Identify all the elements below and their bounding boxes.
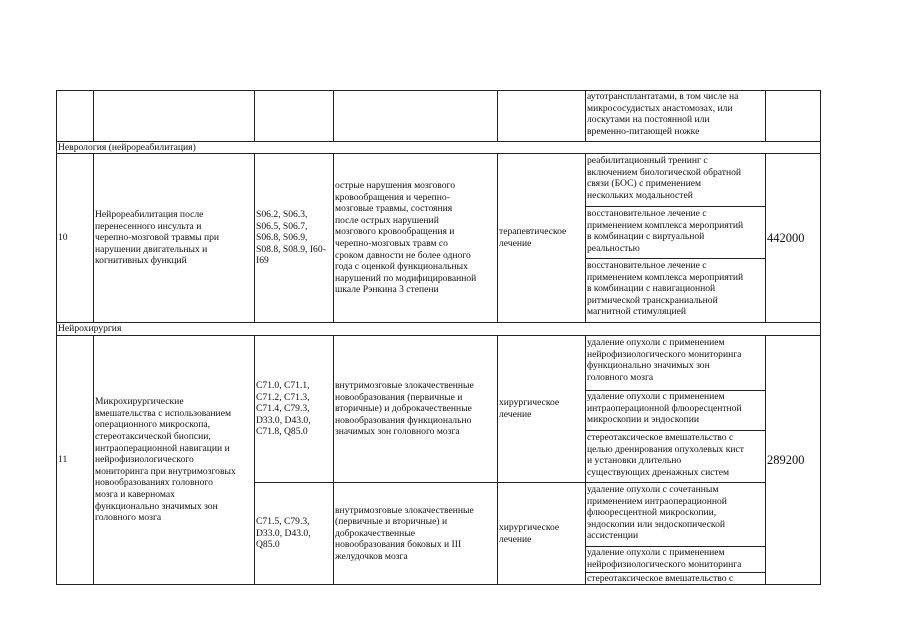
row11a-model-cell [335, 336, 496, 482]
text-line: вторичные) и доброкачественные [335, 403, 472, 415]
text-line: хирургическое [499, 397, 560, 409]
text-line: нейрофизиологического мониторинга [587, 558, 742, 570]
text-line: года с оценкой функциональных [335, 261, 468, 273]
text-line: стереотаксическое вмешательство с [587, 432, 734, 443]
row10-method-3 [587, 260, 764, 318]
row10-method-2 [587, 208, 764, 254]
text-line: интраоперационной навигации и [95, 442, 230, 454]
text-line: аутотрансплантатами, в том числе на [587, 91, 739, 102]
text-line: целью дренирования опухолевых кист [587, 443, 744, 455]
rule-prev-c4 [497, 90, 498, 142]
text-line: флюоресцентной микроскопии, [587, 507, 717, 519]
text-line: Нейрореабилитация после [95, 209, 204, 221]
row10-codes-cell [256, 154, 332, 322]
text-line: кровообращения и черепно- [335, 191, 450, 203]
row11a-method-3 [587, 432, 764, 478]
rule-r11-c2 [254, 335, 255, 585]
text-line: удаление опухоли с применением [587, 337, 725, 348]
text-line: нескольких модальностей [587, 189, 693, 201]
text-line: операционного микроскопа, [95, 419, 210, 431]
text-line: C71.5, C79.3, [256, 516, 310, 528]
row11b-method-2 [587, 547, 764, 570]
row-number: 11 [58, 454, 68, 466]
rule-r10-c5 [585, 153, 586, 323]
text-line: D33.0, D43.0, [256, 527, 311, 539]
text-line: нарушении двигательных и [95, 243, 208, 255]
text-line: включением биологической обратной [587, 166, 742, 178]
row11b-method-3 [587, 573, 764, 585]
row10-model-cell [335, 154, 496, 322]
rule-r11-c5 [585, 335, 586, 585]
row11b-method-1 [587, 484, 764, 542]
rule-r11-c4 [497, 335, 498, 585]
text-line: терапевтическое [499, 226, 567, 238]
text-line: эндоскопии или эндоскопической [587, 518, 726, 530]
text-line: магнитной стимуляцией [587, 306, 687, 318]
row10-cost-cell [767, 154, 819, 322]
section-title-neurosurgery: Нейрохирургия [58, 323, 122, 334]
text-line: нарушений по модифицированной [335, 272, 477, 284]
text-line: внутримозговые злокачественные [335, 380, 474, 392]
row10-number [58, 154, 92, 322]
text-line: головного мозга [95, 512, 162, 524]
text-line: перенесенного инсульта и [95, 220, 202, 232]
text-line: удаление опухоли с сочетанным [587, 484, 719, 495]
text-line: микрососудистых анастомозах, или [587, 102, 733, 114]
text-line: после острых нарушений [335, 214, 439, 226]
text-line: хирургическое [499, 521, 560, 533]
row11-number [58, 336, 92, 584]
text-line: (первичные и вторичные) и [335, 516, 448, 528]
row11-cost-cell [767, 336, 819, 584]
cost-value: 289200 [767, 453, 805, 467]
text-line: реальностью [587, 242, 640, 254]
text-line: существующих дренажных систем [587, 466, 730, 478]
text-line: желудочков мозга [335, 550, 408, 562]
rule-right [820, 90, 821, 585]
text-line: связи (БОС) с применением [587, 178, 702, 190]
text-line: применением комплекса мероприятий [587, 271, 744, 283]
row11a-treatment-cell [499, 336, 584, 482]
text-line: лечение [499, 238, 532, 249]
row11b-codes-cell [256, 483, 332, 584]
text-line: мозговые травмы, состояния [335, 203, 453, 215]
row11-name-cell [95, 336, 253, 584]
rule-r10-c3 [333, 153, 334, 323]
text-line: применением интраоперационной [587, 495, 727, 507]
text-line: S06.2, S06.3, [256, 209, 308, 221]
text-line: стереотаксическое вмешательство с [587, 573, 734, 584]
row11b-model-cell [335, 483, 496, 584]
text-line: S06.8, S06.9, [256, 232, 308, 244]
rule-r10-c2 [254, 153, 255, 323]
text-line: лечение [499, 409, 532, 420]
text-line: черепно-мозговой травмы при [95, 232, 220, 244]
text-line: значимых зон головного мозга [335, 426, 460, 438]
text-line: лоскутами на постоянной или [587, 114, 710, 126]
text-line: интраоперационной флюоресцентной [587, 402, 742, 414]
text-line: новообразованиях головного [95, 477, 213, 489]
text-line: нейрофизиологического [95, 454, 194, 466]
rule-r10-c6 [765, 153, 766, 323]
text-line: восстановительное лечение с [587, 208, 707, 219]
rule-prev-c2 [254, 90, 255, 142]
row-number: 10 [58, 232, 68, 244]
rule-prev-c1 [93, 90, 94, 142]
section-title-neurology: Неврология (нейрореабилитация) [58, 142, 196, 153]
rule-r10-m2 [585, 258, 765, 259]
text-line: нейрофизиологического мониторинга [587, 348, 742, 360]
text-line: когнитивных функций [95, 255, 187, 267]
text-line: микроскопии и эндоскопии [587, 414, 700, 426]
cost-value: 442000 [767, 231, 805, 245]
text-line: реабилитационный тренинг с [587, 155, 708, 166]
rule-r10-m1 [585, 206, 765, 207]
rule-r11a-m2 [585, 430, 765, 431]
row11a-codes-cell [256, 336, 332, 482]
text-line: временно-питающей ножке [587, 125, 700, 137]
text-line: D33.0, D43.0, [256, 414, 311, 426]
text-line: удаление опухоли с применением [587, 547, 725, 558]
text-line: в комбинации с навигационной [587, 283, 716, 295]
text-line: восстановительное лечение с [587, 260, 707, 271]
text-line: ассистенции [587, 530, 639, 542]
row11a-method-1 [587, 337, 764, 383]
text-line: C71.0, C71.1, [256, 380, 310, 392]
text-line: C71.4, C79.3, [256, 403, 310, 415]
text-line: мониторинга при внутримозговых [95, 465, 236, 477]
text-line: удаление опухоли с применением [587, 391, 725, 402]
text-line: новообразования боковых и III [335, 539, 462, 551]
rule-r11-c1 [93, 335, 94, 585]
rule-prev-c6 [765, 90, 766, 142]
rule-r10-c1 [93, 153, 94, 323]
text-line: применением комплекса мероприятий [587, 219, 744, 231]
row11a-method-2 [587, 391, 764, 426]
prev-method-cell [587, 91, 764, 137]
text-line: функционально значимых зон [587, 360, 710, 372]
text-line: I69 [256, 255, 269, 267]
text-line: острые нарушения мозгового [335, 180, 455, 192]
text-line: головного мозга [587, 371, 654, 383]
text-line: Микрохирургические [95, 396, 184, 408]
text-line: S08.8, S08.9, I60- [256, 243, 326, 255]
rule-prev-c5 [585, 90, 586, 142]
rule-r10-c4 [497, 153, 498, 323]
rule-r11-c6 [765, 335, 766, 585]
row10-treatment-cell [499, 154, 584, 322]
text-line: функционально значимых зон [95, 500, 218, 512]
rule-r11-c3 [333, 335, 334, 585]
text-line: доброкачественные [335, 527, 416, 539]
text-line: в комбинации с виртуальной [587, 231, 705, 243]
text-line: вмешательства с использованием [95, 407, 232, 419]
text-line: ритмической транскраниальной [587, 294, 718, 306]
rule-prev-c3 [333, 90, 334, 142]
text-line: стереотаксической биопсии, [95, 431, 211, 443]
text-line: новообразования (первичные и [335, 391, 463, 403]
row11b-treatment-cell [499, 483, 584, 584]
text-line: S06.5, S06.7, [256, 220, 308, 232]
rule-left [56, 90, 57, 585]
text-line: новообразования функционально [335, 414, 472, 426]
text-line: шкале Рэнкина 3 степени [335, 284, 439, 296]
text-line: сроком давности не более одного [335, 249, 471, 261]
text-line: мозга и каверномах [95, 488, 175, 500]
text-line: C71.2, C71.3, [256, 391, 310, 403]
text-line: черепно-мозговых травм со [335, 238, 448, 249]
row10-name-cell [95, 154, 253, 322]
text-line: лечение [499, 533, 532, 545]
text-line: внутримозговые злокачественные [335, 504, 474, 516]
text-line: Q85.0 [256, 539, 280, 551]
text-line: C71.8, Q85.0 [256, 426, 308, 438]
row10-method-1 [587, 155, 764, 201]
text-line: мозгового кровообращения и [335, 226, 455, 238]
text-line: и установки длительно [587, 455, 682, 467]
